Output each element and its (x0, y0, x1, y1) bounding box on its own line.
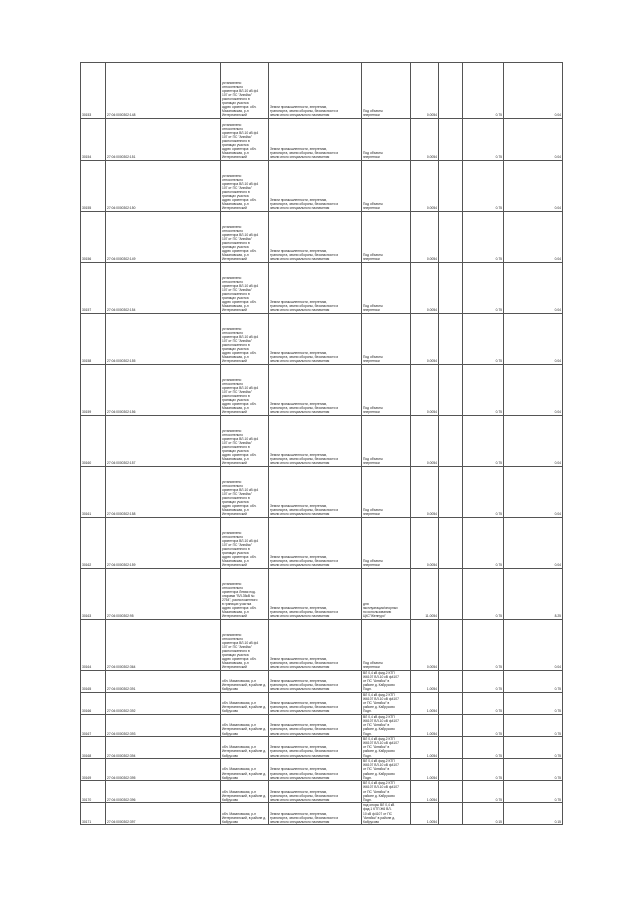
value-cell: 0.04 (504, 620, 563, 671)
location-cell: обл. Мазановская, р-н Интернатинский, в районе д. Кабрусово (221, 759, 269, 781)
permitted-use-cell: Под объекты энергетики (362, 263, 411, 314)
location-cell: установлено относительно ориентира ВЛ-10 кВ ф4 107 от ПС "Анюйск" расположенного в границах участка адрес ориентира: обл. Мазановская, р-н Интернатинский (221, 416, 269, 467)
permitted-use-cell: ВЛ 0,4 кВ фид.2 КТП Ж6107 ВЛ-10 кВ ф4107 от ПС "Анюйск" в районе д. Кабрусово Подп. (362, 737, 411, 759)
land-category-cell: Земли промышленности, энергетики, транспорта, земли обороны, безопасности и земли иного специального назначения (269, 212, 362, 263)
coefficient-cell: 0.75 (463, 416, 504, 467)
cadastral-number-cell: 27:04:0000302:95 (106, 569, 221, 620)
coefficient-cell: 0.75 (463, 263, 504, 314)
table-row (81, 63, 563, 119)
permitted-use-cell: ВЛ 0,4 кВ фид.2 КТП Ж6107 ВЛ-10 кВ ф4107 от ПС "Анюйск" в районе д. Кабрусово Подп. (362, 693, 411, 715)
cadastral-number-cell: 27:04:0000302:396 (106, 781, 221, 803)
empty-cell (439, 161, 463, 212)
land-category-cell: Земли промышленности, энергетики, транспорта, земли обороны, безопасности и земли иного специального назначения (269, 263, 362, 314)
table-row (81, 671, 563, 693)
row-number-cell: 30171 (81, 803, 106, 825)
cadastral-number-cell: 27:04:0000302:154 (106, 263, 221, 314)
cadastral-number-cell: 27:04:0000302:157 (106, 416, 221, 467)
area-cell: 1.0054 (411, 759, 439, 781)
permitted-use-cell: Под объекты энергетики (362, 365, 411, 416)
land-category-cell: Земли промышленности, энергетики, транспорта, земли обороны, безопасности и земли иного специального назначения (269, 365, 362, 416)
row-number-cell: 30161 (81, 467, 106, 518)
row-number-cell: 30154 (81, 119, 106, 161)
cadastral-number-cell: 27:04:0000302:392 (106, 693, 221, 715)
location-cell: установлено относительно ориентира ВЛ-10 кВ ф4 107 от ПС "Анюйск" расположенного в границах участка адрес ориентира: обл. Мазановская, р-н Интернатинский (221, 365, 269, 416)
row-number-cell: 30158 (81, 314, 106, 365)
location-cell: обл. Мазановская, р-н Интернатинский, в районе д. Кабрусово (221, 781, 269, 803)
row-number-cell: 30156 (81, 212, 106, 263)
cadastral-number-cell: 27:04:0000302:393 (106, 715, 221, 737)
table-row (81, 693, 563, 715)
coefficient-cell: 0.75 (463, 161, 504, 212)
empty-cell (439, 759, 463, 781)
permitted-use-cell: Под объекты энергетики (362, 314, 411, 365)
value-cell: 0.04 (504, 63, 563, 119)
permitted-use-cell: Под объекты энергетики (362, 620, 411, 671)
value-cell: 0.04 (504, 365, 563, 416)
location-cell: обл. Мазановская, р-н Интернатинский, в районе д. Кабрусово (221, 803, 269, 825)
coefficient-cell: 0.75 (463, 620, 504, 671)
row-number-cell: 30155 (81, 161, 106, 212)
location-cell: обл. Мазановская, р-н Интернатинский, в районе д. Кабрусово (221, 715, 269, 737)
row-number-cell: 30163 (81, 569, 106, 620)
empty-cell (439, 263, 463, 314)
coefficient-cell: 0.75 (463, 737, 504, 759)
location-cell: установлено относительно ориентира ВЛ-10 кВ ф4 107 от ПС "Анюйск" расположенного в границах участка адрес ориентира: обл. Мазановская, р-н Интернатинский (221, 314, 269, 365)
location-cell: установлено относительно ориентира Левая под. опорами "ВЛ-35кВ № 2754", расположенного в границах участка адрес ориентира: обл. Мазановская, р-н Интернатинский (221, 569, 269, 620)
value-cell: 0.75 (504, 759, 563, 781)
area-cell: 0.0054 (411, 63, 439, 119)
land-category-cell: Земли промышленности, энергетики, транспорта, земли обороны, безопасности и земли иного специального назначения (269, 737, 362, 759)
permitted-use-cell: Под объекты энергетики (362, 63, 411, 119)
cadastral-number-cell: 27:04:0000302:156 (106, 365, 221, 416)
coefficient-cell: 0.75 (463, 467, 504, 518)
area-cell: 0.0054 (411, 263, 439, 314)
empty-cell (439, 803, 463, 825)
cadastral-number-cell: 27:04:0000302:158 (106, 467, 221, 518)
cadastral-number-cell: 27:04:0000302:394 (106, 737, 221, 759)
location-cell: установлено относительно ориентира ВЛ-10 кВ ф4 107 от ПС "Анюйск" расположенного в границах участка адрес ориентира: обл. Мазановская, р-н Интернатинский (221, 620, 269, 671)
table-row (81, 803, 563, 825)
table-row (81, 416, 563, 467)
table-row (81, 620, 563, 671)
row-number-cell: 30162 (81, 518, 106, 569)
permitted-use-cell: Под объекты энергетики (362, 518, 411, 569)
table-row (81, 467, 563, 518)
coefficient-cell: 0.75 (463, 63, 504, 119)
area-cell: 11.0054 (411, 569, 439, 620)
cadastral-number-cell: 27:04:0000302:159 (106, 518, 221, 569)
row-number-cell: 30169 (81, 759, 106, 781)
value-cell: 0.04 (504, 416, 563, 467)
coefficient-cell: 0.75 (463, 119, 504, 161)
row-number-cell: 30168 (81, 737, 106, 759)
land-category-cell: Земли промышленности, энергетики, транспорта, земли обороны, безопасности и земли иного специального назначения (269, 467, 362, 518)
area-cell: 0.0054 (411, 161, 439, 212)
empty-cell (439, 119, 463, 161)
row-number-cell: 30164 (81, 620, 106, 671)
area-cell: 1.0054 (411, 693, 439, 715)
value-cell: 0.75 (504, 693, 563, 715)
value-cell: 0.75 (504, 781, 563, 803)
empty-cell (439, 671, 463, 693)
land-category-cell: Земли промышленности, энергетики, транспорта, земли обороны, безопасности и земли иного специального назначения (269, 715, 362, 737)
cadastral-number-cell: 27:04:0000302:148 (106, 63, 221, 119)
cadastral-number-cell: 27:04:0000302:150 (106, 161, 221, 212)
location-cell: обл. Мазановская, р-н Интернатинский, в районе д. Кабрусово (221, 671, 269, 693)
row-number-cell: 30153 (81, 63, 106, 119)
empty-cell (439, 467, 463, 518)
empty-cell (439, 737, 463, 759)
land-plots-table (80, 62, 563, 825)
coefficient-cell: 0.75 (463, 671, 504, 693)
permitted-use-cell: Под объекты энергетики (362, 161, 411, 212)
location-cell: установлено относительно ориентира ВЛ-10 кВ ф4 107 от ПС "Анюйск" расположенного в границах участка адрес ориентира: обл. Мазановская, р-н Интернатинский (221, 518, 269, 569)
value-cell: 0.75 (504, 671, 563, 693)
table-row (81, 715, 563, 737)
value-cell: 0.04 (504, 212, 563, 263)
value-cell: 0.04 (504, 518, 563, 569)
table-row (81, 263, 563, 314)
table-row (81, 518, 563, 569)
table-body (81, 63, 563, 825)
row-number-cell: 30159 (81, 365, 106, 416)
area-cell: 0.0054 (411, 467, 439, 518)
area-cell: 0.0054 (411, 212, 439, 263)
empty-cell (439, 781, 463, 803)
permitted-use-cell: ВЛ 0,4 кВ фид.2 КТП Ж6107 ВЛ-10 кВ ф4107 от ПС "Анюйск" в районе д. Кабрусово Подп. (362, 759, 411, 781)
empty-cell (439, 314, 463, 365)
value-cell: 0.75 (504, 715, 563, 737)
permitted-use-cell: Под объекты энергетики (362, 119, 411, 161)
row-number-cell: 30166 (81, 693, 106, 715)
land-category-cell: Земли промышленности, энергетики, транспорта, земли обороны, безопасности и земли иного специального назначения (269, 759, 362, 781)
location-cell: установлено относительно ориентира ВЛ-10 кВ ф4 107 от ПС "Анюйск" расположенного в границах участка адрес ориентира: обл. Мазановская, р-н Интернатинский (221, 119, 269, 161)
coefficient-cell: 0.75 (463, 518, 504, 569)
document-sheet (80, 62, 561, 825)
cadastral-number-cell: 27:04:0000302:395 (106, 759, 221, 781)
value-cell: 0.04 (504, 467, 563, 518)
row-number-cell: 30170 (81, 781, 106, 803)
permitted-use-cell: Под объекты энергетики (362, 416, 411, 467)
location-cell: установлено относительно ориентира ВЛ-10 кВ ф4 107 от ПС "Анюйск" расположенного в границах участка адрес ориентира: обл. Мазановская, р-н Интернатинский (221, 212, 269, 263)
table-row (81, 212, 563, 263)
coefficient-cell: 0.75 (463, 365, 504, 416)
location-cell: установлено относительно ориентира ВЛ-10 кВ ф4 107 от ПС "Анюйск" расположенного в границах участка адрес ориентира: обл. Мазановская, р-н Интернатинский (221, 63, 269, 119)
land-category-cell: Земли промышленности, энергетики, транспорта, земли обороны, безопасности и земли иного специального назначения (269, 781, 362, 803)
coefficient-cell: 0.75 (463, 212, 504, 263)
location-cell: обл. Мазановская, р-н Интернатинский, в районе д. Кабрусово (221, 693, 269, 715)
empty-cell (439, 569, 463, 620)
permitted-use-cell: под опоры ВЛ 0,4 кВ фид.1 КТП Ж6 ВЛ- 10 кВ ф4107 от ПС "Анюйск" в районе д. Кабрусово (362, 803, 411, 825)
table-row (81, 781, 563, 803)
area-cell: 0.0054 (411, 119, 439, 161)
land-category-cell: Земли промышленности, энергетики, транспорта, земли обороны, безопасности и земли иного специального назначения (269, 314, 362, 365)
row-number-cell: 30157 (81, 263, 106, 314)
permitted-use-cell: для эксплуатации/опорных по использованию ЦКС"Женнуро" (362, 569, 411, 620)
coefficient-cell: 0.75 (463, 693, 504, 715)
area-cell: 1.0054 (411, 737, 439, 759)
permitted-use-cell: ВЛ 0,4 кВ фид.2 КТП Ж6107 ВЛ-10 кВ ф4107 от ПС "Анюйск" в районе д. Кабрусово Подп. (362, 781, 411, 803)
area-cell: 0.0054 (411, 365, 439, 416)
value-cell: 0.04 (504, 314, 563, 365)
land-category-cell: Земли промышленности, энергетики, транспорта, земли обороны, безопасности и земли иного специального назначения (269, 569, 362, 620)
table-row (81, 314, 563, 365)
land-category-cell: Земли промышленности, энергетики, транспорта, земли обороны, безопасности и земли иного специального назначения (269, 63, 362, 119)
permitted-use-cell: ВЛ 0,4 кВ фид.2 КТП Ж6107 ВЛ-10 кВ ф4107 от ПС "Анюйск" в районе д. Кабрусово Подп. (362, 715, 411, 737)
coefficient-cell: 0.75 (463, 781, 504, 803)
area-cell: 1.0054 (411, 671, 439, 693)
area-cell: 1.0054 (411, 803, 439, 825)
land-category-cell: Земли промышленности, энергетики, транспорта, земли обороны, безопасности и земли иного специального назначения (269, 803, 362, 825)
area-cell: 0.0054 (411, 620, 439, 671)
value-cell: 8.25 (504, 569, 563, 620)
value-cell: 0.15 (504, 803, 563, 825)
table-row (81, 759, 563, 781)
land-category-cell: Земли промышленности, энергетики, транспорта, земли обороны, безопасности и земли иного специального назначения (269, 620, 362, 671)
location-cell: установлено относительно ориентира ВЛ-10 кВ ф4 107 от ПС "Анюйск" расположенного в границах участка адрес ориентира: обл. Мазановская, р-н Интернатинский (221, 467, 269, 518)
row-number-cell: 30165 (81, 671, 106, 693)
value-cell: 0.04 (504, 161, 563, 212)
land-category-cell: Земли промышленности, энергетики, транспорта, земли обороны, безопасности и земли иного специального назначения (269, 161, 362, 212)
cadastral-number-cell: 27:04:0000302:364 (106, 620, 221, 671)
value-cell: 0.75 (504, 737, 563, 759)
row-number-cell: 30167 (81, 715, 106, 737)
area-cell: 0.0054 (411, 416, 439, 467)
area-cell: 1.0054 (411, 781, 439, 803)
area-cell: 0.0054 (411, 518, 439, 569)
permitted-use-cell: Под объекты энергетики (362, 467, 411, 518)
empty-cell (439, 693, 463, 715)
empty-cell (439, 518, 463, 569)
table-row (81, 161, 563, 212)
value-cell: 0.04 (504, 263, 563, 314)
empty-cell (439, 620, 463, 671)
empty-cell (439, 63, 463, 119)
coefficient-cell: 0.75 (463, 569, 504, 620)
table-row (81, 365, 563, 416)
cadastral-number-cell: 27:04:0000302:397 (106, 803, 221, 825)
empty-cell (439, 212, 463, 263)
empty-cell (439, 715, 463, 737)
row-number-cell: 30160 (81, 416, 106, 467)
area-cell: 1.0054 (411, 715, 439, 737)
cadastral-number-cell: 27:04:0000302:155 (106, 314, 221, 365)
table-row (81, 737, 563, 759)
area-cell: 0.0054 (411, 314, 439, 365)
cadastral-number-cell: 27:04:0000302:151 (106, 119, 221, 161)
value-cell: 0.04 (504, 119, 563, 161)
table-row (81, 119, 563, 161)
location-cell: установлено относительно ориентира ВЛ-10 кВ ф4 107 от ПС "Анюйск" расположенного в границах участка адрес ориентира: обл. Мазановская, р-н Интернатинский (221, 161, 269, 212)
land-category-cell: Земли промышленности, энергетики, транспорта, земли обороны, безопасности и земли иного специального назначения (269, 671, 362, 693)
coefficient-cell: 0.15 (463, 803, 504, 825)
empty-cell (439, 416, 463, 467)
location-cell: установлено относительно ориентира ВЛ-10 кВ ф4 107 от ПС "Анюйск" расположенного в границах участка адрес ориентира: обл. Мазановская, р-н Интернатинский (221, 263, 269, 314)
cadastral-number-cell: 27:04:0000302:391 (106, 671, 221, 693)
land-category-cell: Земли промышленности, энергетики, транспорта, земли обороны, безопасности и земли иного специального назначения (269, 693, 362, 715)
table-row (81, 569, 563, 620)
location-cell: обл. Мазановская, р-н Интернатинский, в районе д. Кабрусово (221, 737, 269, 759)
permitted-use-cell: Под объекты энергетики (362, 212, 411, 263)
cadastral-number-cell: 27:04:0000302:149 (106, 212, 221, 263)
land-category-cell: Земли промышленности, энергетики, транспорта, земли обороны, безопасности и земли иного специального назначения (269, 416, 362, 467)
empty-cell (439, 365, 463, 416)
permitted-use-cell: ВЛ 0,4 кВ фид.2 КТП Ж6107 ВЛ-10 кВ ф4107 от ПС "Анюйск" в районе д. Кабрусово Подп. (362, 671, 411, 693)
land-category-cell: Земли промышленности, энергетики, транспорта, земли обороны, безопасности и земли иного специального назначения (269, 119, 362, 161)
coefficient-cell: 0.75 (463, 715, 504, 737)
coefficient-cell: 0.75 (463, 314, 504, 365)
coefficient-cell: 0.75 (463, 759, 504, 781)
land-category-cell: Земли промышленности, энергетики, транспорта, земли обороны, безопасности и земли иного специального назначения (269, 518, 362, 569)
